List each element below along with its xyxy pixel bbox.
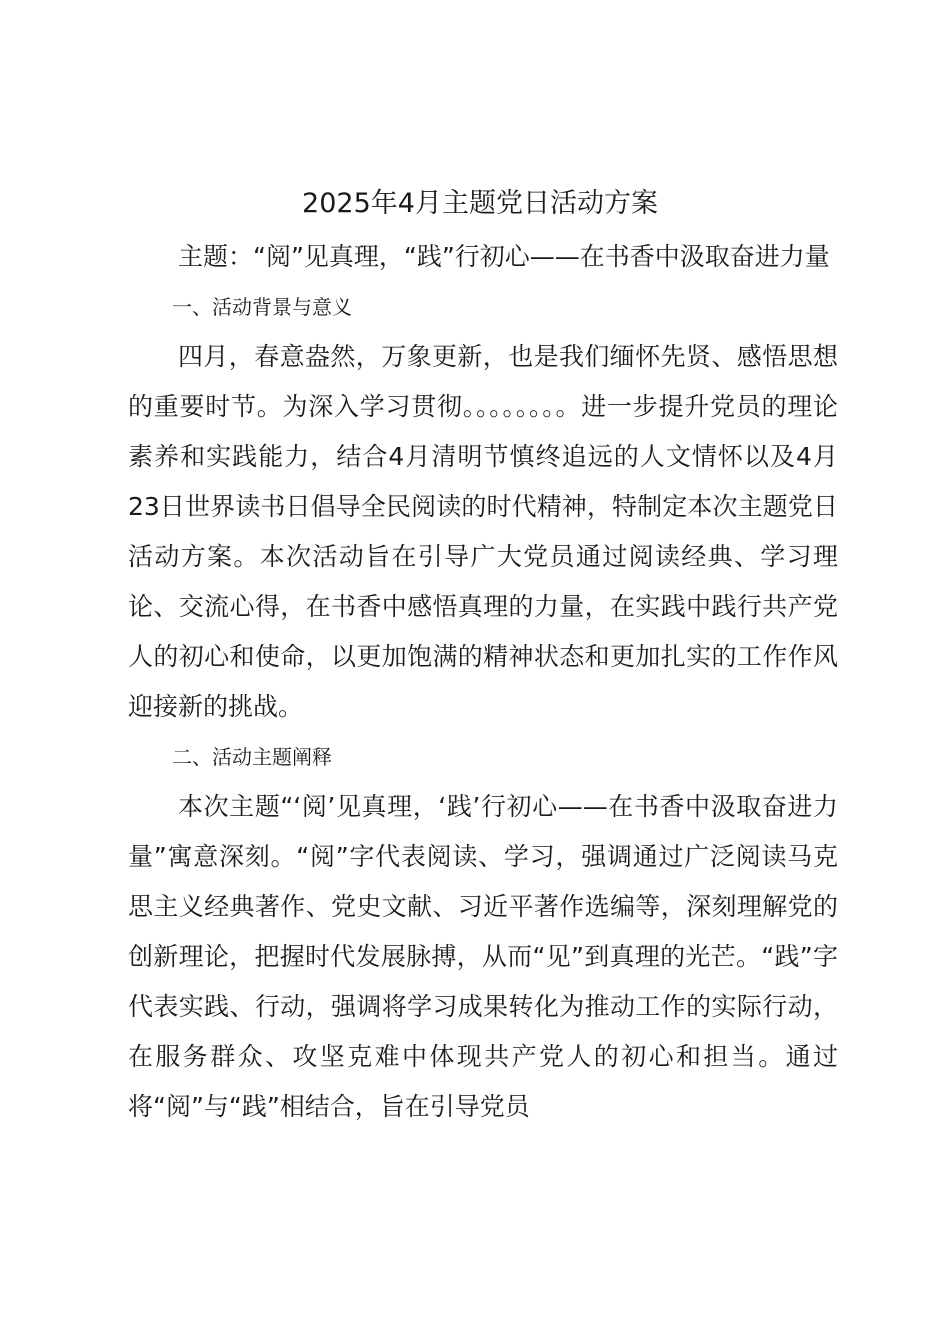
section-paragraph-background: 四月，春意盎然，万象更新，也是我们缅怀先贤、感悟思想的重要时节。为深入学习贯彻。。。。。。。。进一步提升党员的理论素养和实践能力，结合4月清明节慎终追远的人文情怀以及4月23日世界读书日倡导全民阅读的时代精神，特制定本次主题党日活动方案。本次活动旨在引导广大党员通过阅读经典、学习理论、交流心得，在书香中感悟真理的力量，在实践中践行共产党人的初心和使命，以更加饱满的精神状态和更加扎实的工作作风迎接新的挑战。: [128, 342, 838, 721]
section-paragraph-theme: 本次主题“‘阅’见真理，‘践’行初心——在书香中汲取奋进力量”寓意深刻。“阅”字代表阅读、学习，强调通过广泛阅读马克思主义经典著作、党史文献、习近平著作选编等，深刻理解党的创新理论，把握时代发展脉搏，从而“见”到真理的光芒。“践”字代表实践、行动，强调将学习成果转化为推动工作的实际行动，在服务群众、攻坚克难中体现共产党人的初心和担当。通过将“阅”与“践”相结合，旨在引导党员: [128, 792, 838, 1121]
document-title: 2025年4月主题党日活动方案: [302, 188, 658, 219]
theme-line: 主题：“阅”见真理，“践”行初心——在书香中汲取奋进力量: [178, 242, 830, 271]
document-body: [128, 232, 838, 1132]
section-heading-background: 一、活动背景与意义: [172, 295, 352, 319]
section-heading-theme: 二、活动主题阐释: [172, 745, 332, 769]
